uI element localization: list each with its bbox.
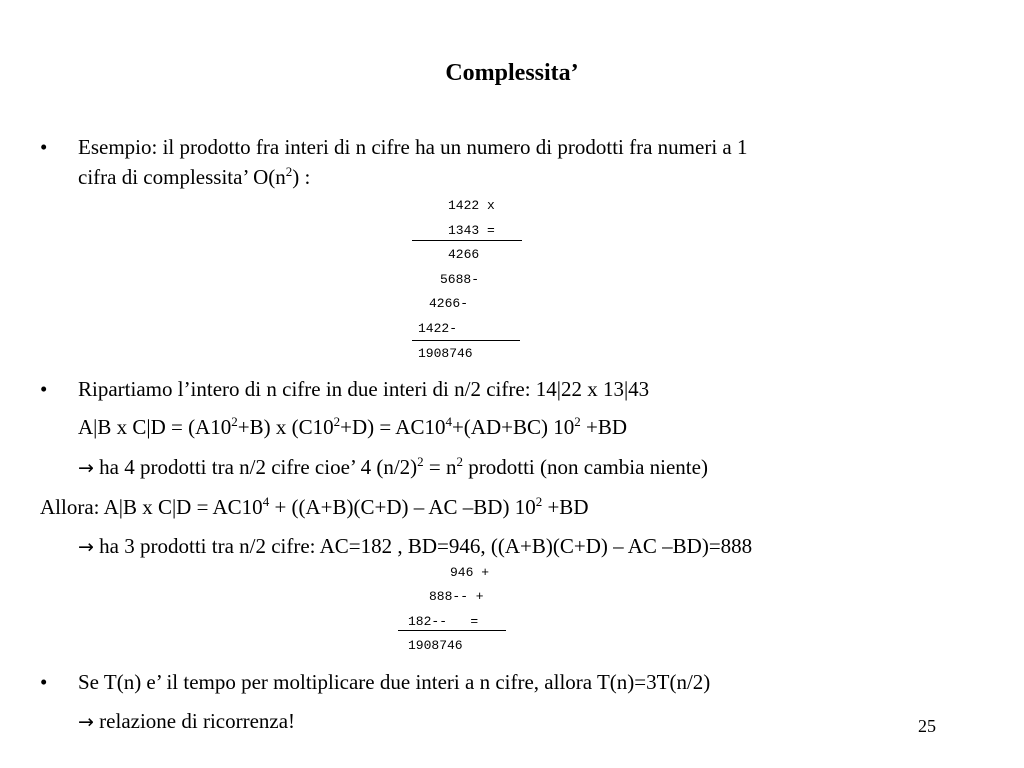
allora-line1: Allora: A|B x $C|D = AC10^4 + ((A+B)(C+D)$ – AC –BD) $10^2 +BD$ — [40, 494, 589, 519]
calc1-row6: 1422- — [418, 321, 458, 336]
calc1-result: 1908746 — [418, 346, 473, 361]
slide-title: Complessita’ — [445, 60, 579, 86]
bullet-marker: • — [40, 377, 48, 401]
calc1-row2: 1343 = — [448, 223, 495, 238]
bullet1-line1: Esempio: il prodotto fra interi di n cifre ha un numero di prodotti fra numeri a 1 — [78, 135, 748, 159]
page-number: 25 — [918, 716, 936, 736]
calc2-rule — [398, 630, 506, 631]
calc1-row4: 5688- — [440, 272, 480, 287]
allora-line2: → ha 3 prodotti tra n/2 cifre: AC=182 , BD=946, ((A+B)(C+D) – AC –BD)=888 — [78, 534, 753, 558]
bullet-marker: • — [40, 670, 48, 694]
calc1-row3: 4266 — [448, 247, 480, 262]
calc2-row3: 182-- = — [408, 614, 479, 629]
calc2-result: 1908746 — [408, 638, 463, 653]
bullet3-line1: Se T(n) e’ il tempo per moltiplicare due interi a n cifre, allora T(n)=3T(n/2) — [78, 670, 711, 694]
bullet2-line3: → ha 4 prodotti tra n/2 cifre cioe’ 4 $(n/2)^2 = n^2$ prodotti (non cambia niente) — [78, 454, 708, 479]
calc1-rule2 — [412, 340, 520, 341]
calc1-rule1 — [412, 240, 522, 241]
calc2-row2: 888-- + — [429, 589, 484, 604]
arrow-right-icon: → — [78, 711, 94, 733]
bullet3-line2: → relazione di ricorrenza! — [78, 709, 296, 733]
calc2-row1: 946 + — [450, 565, 490, 580]
calc1-row1: 1422 x — [448, 198, 495, 213]
calc1-row5: 4266- — [429, 296, 469, 311]
arrow-right-icon: → — [78, 536, 94, 558]
bullet2-line2: A|B x $C|D = (A10^2+B)$ x $(C10^2+D) = AC10^4+(AD+BC)$ $10^2 +BD$ — [78, 414, 628, 439]
bullet2-line1: Ripartiamo l’intero di n cifre in due interi di n/2 cifre: 14|22 x 13|43 — [78, 377, 650, 401]
arrow-right-icon: → — [78, 457, 94, 479]
bullet-marker: • — [40, 135, 48, 159]
bullet1-line2: cifra di complessita’ $O(n^2)$ : — [78, 164, 311, 189]
